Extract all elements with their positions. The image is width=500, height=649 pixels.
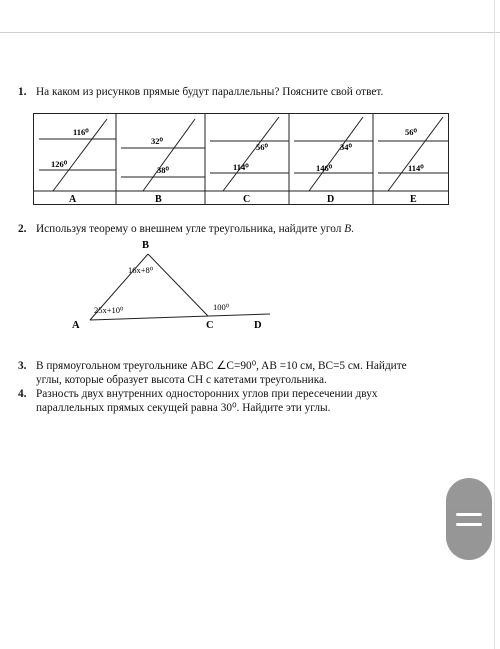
figure-cell-d (294, 117, 373, 205)
angle-label: 38⁰ (157, 165, 169, 175)
angle-b-label: 16x+8⁰ (128, 265, 154, 275)
angle-a-label: 25x+10⁰ (94, 305, 124, 315)
angle-label: 126⁰ (51, 159, 68, 169)
question-number: 4. (18, 388, 27, 400)
figure-cell-b (121, 119, 205, 205)
angle-label: 114⁰ (408, 163, 424, 173)
angle-label: 116⁰ (73, 127, 89, 137)
menu-icon (456, 523, 482, 526)
question-number: 1. (18, 86, 27, 98)
point-d-label: D (254, 320, 262, 331)
question-number: 2. (18, 223, 27, 235)
question-text-line1: Разность двух внутренних односторонних углов при пересечении двух (36, 388, 378, 400)
parallel-lines-table (33, 113, 449, 205)
vertex-a-label: A (72, 320, 80, 331)
question-text-line2: углы, которые образует высота CH с катетами треугольника. (36, 373, 327, 386)
triangle-figure (60, 234, 280, 334)
figure-letter: E (410, 194, 417, 205)
question-1 (18, 86, 478, 100)
angle-label: 56⁰ (256, 142, 268, 152)
question-text-line2: параллельных прямых секущей равна 30⁰. Найдите эти углы. (36, 401, 331, 414)
question-text-var: B (344, 223, 352, 235)
scroll-edge (494, 0, 495, 649)
figure-cell-c (210, 117, 289, 205)
figure-letter: A (69, 194, 77, 205)
vertex-b-label: B (142, 240, 150, 251)
figure-letter: D (327, 194, 335, 205)
question-text: Используя теорему о внешнем угле треугольника, найдите угол (36, 223, 345, 235)
figure-letter: C (243, 194, 251, 205)
vertex-c-label: C (206, 320, 214, 331)
angle-label: 34⁰ (340, 142, 352, 152)
angle-ext-label: 100⁰ (213, 302, 230, 312)
question-text: На каком из рисунков прямые будут параллельны? Поясните свой ответ. (36, 86, 384, 98)
top-divider (0, 32, 500, 33)
question-4 (18, 388, 488, 415)
menu-button[interactable] (446, 478, 492, 560)
angle-label: 56⁰ (405, 127, 417, 137)
question-text-line1: В прямоугольном треугольнике ABC ∠C=90⁰, AB =10 см, BC=5 см. Найдите (36, 360, 407, 372)
angle-label: 146⁰ (316, 163, 333, 173)
angle-label: 114⁰ (233, 162, 249, 172)
angle-label: 32⁰ (151, 136, 163, 146)
question-3 (18, 360, 488, 387)
figure-cell-a (39, 119, 116, 205)
figure-cell-e (378, 117, 449, 205)
question-text-end: . (351, 223, 354, 235)
question-number: 3. (18, 360, 27, 372)
menu-icon (456, 513, 482, 516)
figure-letter: B (155, 194, 162, 205)
